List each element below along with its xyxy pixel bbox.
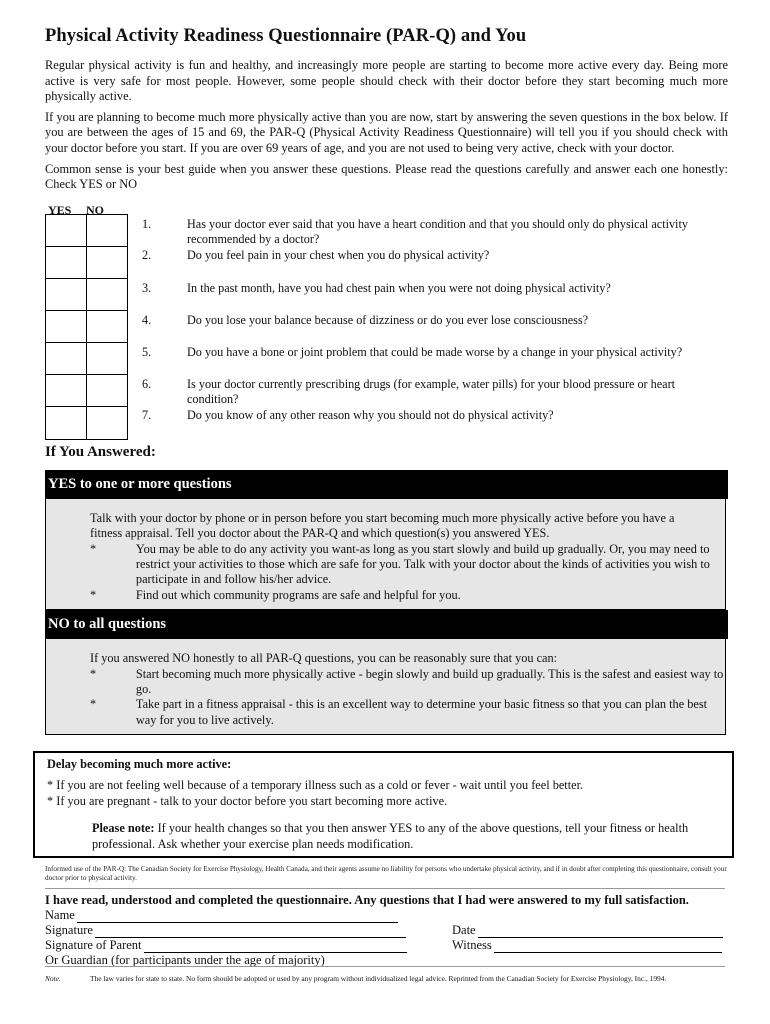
- question-7: [142, 408, 722, 424]
- signature-label: Signature: [45, 923, 93, 937]
- question-1: [142, 217, 722, 248]
- guardian-label: Or Guardian (for participants under the age of majority): [45, 953, 325, 967]
- parent-signature-label: Signature of Parent: [45, 938, 142, 952]
- q2-yes-checkbox[interactable]: [46, 247, 86, 278]
- question-6: [142, 377, 722, 408]
- q2-no-checkbox[interactable]: [86, 247, 127, 278]
- intro-paragraph: Regular physical activity is fun and healthy, and increasingly more people are starting to become more active every day. Being more active is very safe for most people. However, some people should check with their doctor before they start becoming much more physically active.: [45, 58, 728, 104]
- name-input-line[interactable]: [77, 910, 398, 923]
- liability-fineprint: Informed use of the PAR-Q: The Canadian Society for Exercise Physiology, Health Canada, and their agents assume no liability for persons who undertake physical activity, and if in doubt after completing this questionnaire, consult your doctor prior to physical activity.: [45, 865, 727, 882]
- q6-yes-checkbox[interactable]: [46, 375, 86, 406]
- yes-section-heading: YES to one or more questions: [45, 470, 728, 499]
- divider: [45, 966, 725, 967]
- instructions-paragraph: If you are planning to become much more physically active than you are now, start by answering the seven questions in the box below. If you are between the ages of 15 and 69, the PAR-Q (Physical Activity Readiness Questionnaire) will tell you if you should check with your doctor before you start. If you are over 69 years of age, and you are not used to being very active, check with your doctor.: [45, 109, 728, 155]
- footnote-label: Note.: [45, 974, 61, 983]
- question-number: 4.: [142, 312, 152, 327]
- date-field[interactable]: [452, 923, 723, 938]
- no-section-intro: If you answered NO honestly to all PAR-Q questions, you can be reasonably sure that you can:: [90, 651, 558, 666]
- question-number: 7.: [142, 407, 152, 422]
- bullet-marker: *: [90, 541, 97, 556]
- question-5: [142, 345, 722, 361]
- question-number: 1.: [142, 216, 152, 231]
- delay-title: Delay becoming much more active:: [47, 757, 232, 771]
- question-text: Do you lose your balance because of dizziness or do you ever lose consciousness?: [187, 312, 589, 327]
- question-text: In the past month, have you had chest pain when you were not doing physical activity?: [187, 280, 611, 295]
- question-3: [142, 281, 722, 297]
- no-section-body: [45, 639, 726, 735]
- no-bullet-2: [90, 697, 725, 728]
- witness-input-line[interactable]: [494, 940, 722, 953]
- no-section-heading: NO to all questions: [45, 610, 728, 639]
- footnote-text: The law varies for state to state. No form should be adopted or used by any program without individualized legal advice. Reprinted from the Canadian Society for Exercise Physiology, Inc., 1994.: [90, 974, 667, 983]
- question-text: Is your doctor currently prescribing drugs (for example, water pills) for your blood pressure or heart condition?: [187, 376, 676, 407]
- if-answered-heading: If You Answered:: [45, 443, 156, 460]
- question-number: 3.: [142, 280, 152, 295]
- no-column-label: NO: [86, 202, 104, 217]
- q7-no-checkbox[interactable]: [86, 407, 127, 439]
- parq-page: [45, 26, 728, 735]
- yes-section-body: [45, 499, 726, 610]
- bullet-marker: *: [90, 666, 97, 681]
- witness-field[interactable]: [452, 938, 722, 953]
- date-label: Date: [452, 923, 476, 937]
- signature-field[interactable]: [45, 923, 406, 938]
- delay-box: [33, 751, 734, 858]
- q1-yes-checkbox[interactable]: [46, 215, 86, 246]
- q5-yes-checkbox[interactable]: [46, 343, 86, 374]
- questions-table: [45, 203, 728, 436]
- question-4: [142, 313, 722, 329]
- bullet-text: Start becoming much more physically active - begin slowly and build up gradually. This is the safest and easiest way to go.: [135, 666, 724, 696]
- answer-row-1: [46, 215, 127, 247]
- signature-input-line[interactable]: [95, 925, 406, 938]
- parent-signature-field[interactable]: [45, 938, 407, 953]
- bullet-text: Find out which community programs are safe and helpful for you.: [135, 587, 461, 602]
- question-number: 6.: [142, 376, 152, 391]
- yes-column-label: YES: [48, 202, 72, 217]
- answer-row-4: [46, 311, 127, 343]
- q1-no-checkbox[interactable]: [86, 215, 127, 246]
- answer-checkbox-grid: [45, 214, 128, 440]
- divider: [45, 888, 725, 889]
- delay-item-illness: * If you are not feeling well because of a temporary illness such as a cold or fever - wait until you feel better.: [47, 778, 584, 793]
- delay-item-pregnant: * If you are pregnant - talk to your doctor before you start becoming more active.: [47, 793, 448, 808]
- question-number: 5.: [142, 344, 152, 359]
- date-input-line[interactable]: [478, 925, 723, 938]
- parent-signature-input-line[interactable]: [144, 940, 407, 953]
- bullet-text: Take part in a fitness appraisal - this is an excellent way to determine your basic fitness so that you can plan the best way for you to live actively.: [135, 697, 708, 727]
- name-label: Name: [45, 908, 75, 922]
- question-text: Do you have a bone or joint problem that could be made worse by a change in your physical activity?: [187, 344, 683, 359]
- question-2: [142, 248, 722, 264]
- q4-yes-checkbox[interactable]: [46, 311, 86, 342]
- answer-row-5: [46, 343, 127, 375]
- q7-yes-checkbox[interactable]: [46, 407, 86, 439]
- no-bullet-1: [90, 667, 725, 698]
- q6-no-checkbox[interactable]: [86, 375, 127, 406]
- question-text: Do you feel pain in your chest when you do physical activity?: [187, 247, 490, 262]
- answer-row-6: [46, 375, 127, 407]
- yes-bullet-1: [90, 542, 725, 588]
- please-note: [92, 821, 732, 852]
- bullet-marker: *: [90, 587, 97, 602]
- witness-label: Witness: [452, 938, 492, 952]
- question-text: Has your doctor ever said that you have a heart condition and that you should only do physical activity recommended by a doctor?: [187, 216, 688, 247]
- yes-bullet-2: [90, 588, 725, 603]
- answer-row-3: [46, 279, 127, 311]
- page-title: Physical Activity Readiness Questionnaire (PAR-Q) and You: [45, 26, 527, 46]
- question-number: 2.: [142, 247, 152, 262]
- bullet-marker: *: [90, 697, 97, 712]
- yes-section-intro: Talk with your doctor by phone or in person before you start becoming much more physically active before you have a fitness appraisal. Tell you doctor about the PAR-Q and which question(s) you answered YES.: [90, 510, 675, 541]
- common-sense-paragraph: Common sense is your best guide when you answer these questions. Please read the questions carefully and answer each one honestly: Check YES or NO: [45, 161, 728, 192]
- q4-no-checkbox[interactable]: [86, 311, 127, 342]
- answer-row-7: [46, 407, 127, 439]
- q3-no-checkbox[interactable]: [86, 279, 127, 310]
- question-text: Do you know of any other reason why you should not do physical activity?: [187, 407, 554, 422]
- bullet-text: You may be able to do any activity you want-as long as you start slowly and build up gradually. Or, you may need to restrict your activities to those which are safe for you. Talk with your doctor about the kinds of activities you wish to participate in and follow his/her advice.: [135, 541, 710, 587]
- please-note-text: If your health changes so that you then answer YES to any of the above questions, tell your fitness or health professional. Ask whether your exercise plan needs modification.: [92, 821, 689, 851]
- consent-statement: I have read, understood and completed the questionnaire. Any questions that I had were answered to my full satisfaction.: [45, 893, 689, 907]
- legal-footnote: [45, 974, 666, 983]
- q5-no-checkbox[interactable]: [86, 343, 127, 374]
- name-field[interactable]: [45, 908, 398, 923]
- answer-row-2: [46, 247, 127, 279]
- please-note-label: Please note:: [92, 821, 155, 836]
- q3-yes-checkbox[interactable]: [46, 279, 86, 310]
